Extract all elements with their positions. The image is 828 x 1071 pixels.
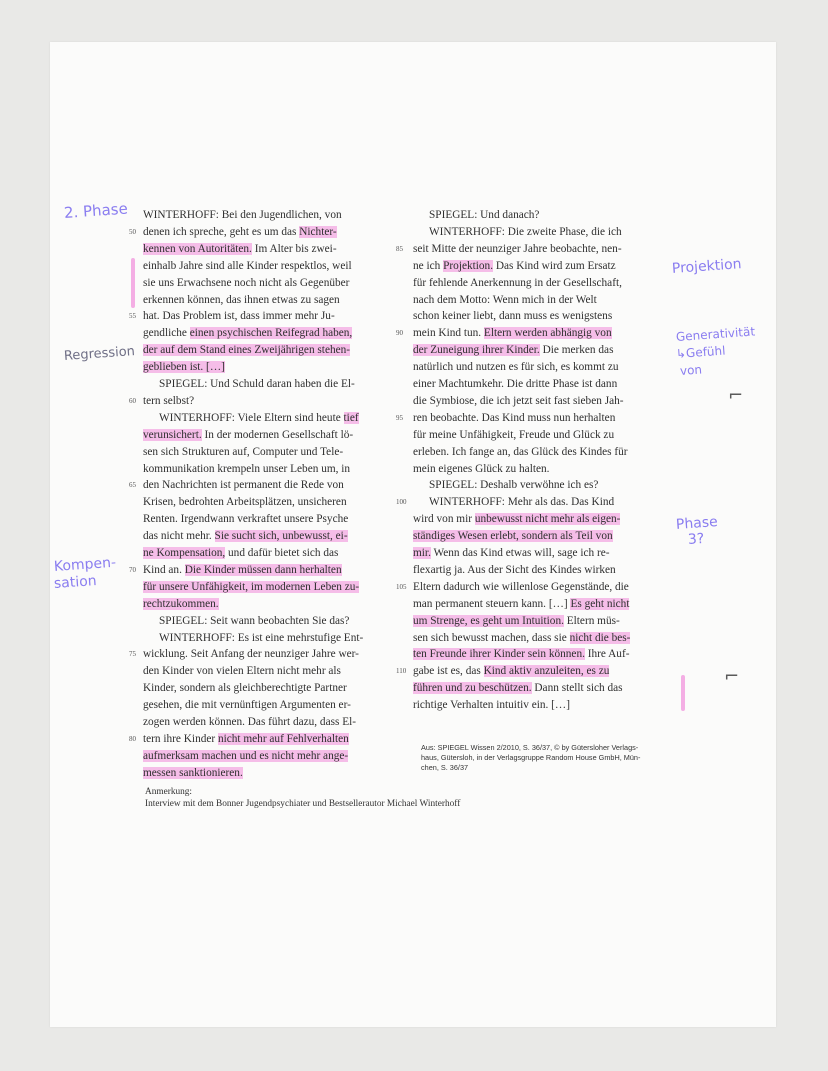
note-generativitaet-3: von: [679, 362, 703, 378]
highlighted-text: mir.: [413, 547, 431, 559]
highlighted-text: nicht die bes-: [569, 631, 631, 644]
text-line: [413, 427, 666, 443]
text-line: [413, 562, 666, 578]
body-text: ne ich: [413, 259, 444, 272]
body-text: tern ihre Kinder: [143, 732, 218, 745]
check-mark-icon: ⌐: [728, 385, 744, 406]
body-text: SPIEGEL: Und danach?: [429, 209, 540, 221]
text-line: [143, 748, 389, 764]
highlighted-text: um Strenge, es geht um Intuition.: [413, 614, 564, 627]
text-line: [143, 258, 389, 274]
line-number: 95: [396, 413, 403, 422]
anmerkung-text: Interview mit dem Bonner Jugendpsychiater und Bestsellerautor Michael Winterhoff: [145, 799, 461, 809]
text-line: [143, 224, 389, 240]
text-line: [143, 680, 389, 696]
text-line: [143, 613, 389, 629]
body-text: WINTERHOFF: Mehr als das. Das Kind: [429, 496, 615, 509]
text-line: [143, 579, 389, 595]
highlighted-text: einen psychischen Reifegrad haben,: [189, 327, 353, 340]
text-line: [413, 680, 666, 696]
text-line: [143, 325, 389, 341]
body-text: richtige Verhalten intuitiv ein. […]: [413, 699, 570, 712]
body-text: Dann stellt sich das: [531, 682, 623, 695]
body-text: kommunikation krempeln unser Leben um, in: [143, 462, 351, 475]
text-line: [413, 613, 666, 629]
source-line: haus, Gütersloh, in der Verlagsgruppe Random House GmbH, Mün-: [421, 753, 641, 762]
highlighted-text: nicht mehr auf Fehlverhalten: [217, 732, 349, 745]
body-text: wicklung. Seit Anfang der neunziger Jahre wer-: [143, 648, 359, 661]
text-line: [143, 444, 389, 460]
body-text: In der modernen Gesellschaft lö-: [201, 428, 354, 441]
body-text: SPIEGEL: Deshalb verwöhne ich es?: [429, 479, 599, 492]
highlighted-text: der Zuneigung ihrer Kinder.: [413, 344, 540, 357]
body-text: den Kinder von vielen Eltern nicht mehr als: [143, 665, 341, 678]
line-number: 55: [129, 312, 136, 321]
text-line: [143, 630, 389, 646]
text-line: [143, 596, 389, 612]
body-text: gendliche: [143, 327, 190, 340]
text-line: [143, 410, 389, 426]
body-text: Die merken das: [539, 344, 614, 357]
line-number: 90: [396, 329, 403, 338]
note-kompensation-1: Kompen-: [53, 554, 117, 575]
body-text: sen sich bewusst machen, dass sie: [413, 631, 570, 644]
body-text: den Nachrichten ist permanent die Rede von: [143, 479, 344, 492]
text-line: [143, 765, 389, 781]
body-text: gabe ist es, das: [413, 665, 484, 678]
text-line: [143, 511, 389, 527]
text-line: [143, 477, 389, 493]
body-text: SPIEGEL: Und Schuld daran haben die El-: [159, 378, 355, 390]
body-text: Eltern dadurch wie willenlose Gegenstände, die: [413, 580, 629, 593]
text-line: [143, 241, 389, 257]
text-line: [413, 663, 666, 679]
text-line: [413, 224, 666, 240]
body-text: tern selbst?: [143, 394, 195, 407]
note-generativitaet-2: ↳Gefühl: [675, 343, 726, 361]
text-line: [413, 528, 666, 544]
body-text: sie uns Erwachsene noch nicht als Gegenüber: [143, 276, 350, 289]
text-line: [413, 325, 666, 341]
line-number: 105: [396, 582, 407, 591]
body-text: man permanent steuern kann. […]: [413, 597, 571, 610]
text-line: [143, 545, 389, 561]
body-text: zogen werden können. Das führt dazu, dass El-: [143, 716, 357, 728]
body-text: denen ich spreche, geht es um das: [143, 225, 300, 238]
body-text: Eltern müs-: [563, 614, 620, 627]
text-line: [143, 461, 389, 477]
highlighted-text: Nichter-: [299, 225, 337, 238]
text-line: [143, 714, 389, 730]
text-line: [413, 359, 666, 375]
body-text: flexartig ja. Aus der Sicht des Kindes wirken: [413, 563, 616, 576]
body-text: Kind an.: [143, 563, 185, 576]
body-text: Kinder, sondern als gleichberechtigte Partner: [143, 682, 347, 695]
source-line: Aus: SPIEGEL Wissen 2/2010, S. 36/37, © by Gütersloher Verlags-: [421, 743, 639, 752]
margin-highlight-bar: [131, 258, 135, 308]
body-text: Wenn das Kind etwas will, sage ich re-: [430, 547, 610, 559]
highlighted-text: Sie sucht sich, unbewusst, ei-: [214, 530, 348, 543]
text-line: [143, 663, 389, 679]
source-line: chen, S. 36/37: [421, 763, 469, 772]
highlighted-text: der auf dem Stand eines Zweijährigen stehen-: [143, 344, 351, 357]
highlighted-text: Kind aktiv anzuleiten, es zu: [483, 665, 610, 678]
text-line: [143, 731, 389, 747]
text-line: [413, 477, 666, 493]
body-text: WINTERHOFF: Es ist eine mehrstufige Ent-: [159, 631, 364, 644]
body-text: natürlich und nutzen es für sich, es kommt zu: [413, 361, 619, 374]
line-number: 110: [396, 667, 407, 676]
text-line: [413, 410, 666, 426]
line-number: 100: [396, 498, 407, 507]
highlighted-text: verunsichert.: [143, 428, 202, 441]
text-line: [413, 646, 666, 662]
highlighted-text: kennen von Autoritäten.: [143, 242, 252, 255]
text-line: [143, 646, 389, 662]
highlighted-text: unbewusst nicht mehr als eigen-: [474, 513, 621, 526]
body-text: WINTERHOFF: Bei den Jugendlichen, von: [143, 209, 342, 221]
note-kompensation-2: sation: [53, 573, 98, 592]
line-number: 60: [129, 396, 136, 405]
note-projektion: Projektion: [671, 256, 743, 277]
note-phase-3-2: 3?: [687, 530, 705, 548]
text-line: [413, 342, 666, 358]
highlighted-text: ne Kompensation,: [143, 547, 226, 559]
body-text: die Symbiose, die ich jetzt seit fast sieben Jah-: [413, 394, 624, 407]
body-text: WINTERHOFF: Viele Eltern sind heute: [159, 411, 344, 424]
highlighted-text: Die Kinder müssen dann herhalten: [184, 563, 342, 576]
text-line: [143, 494, 389, 510]
body-text: einhalb Jahre sind alle Kinder respektlos, weil: [143, 259, 352, 272]
text-line: [143, 393, 389, 409]
body-text: schon keiner liebt, dann muss es wenigstens: [413, 310, 613, 323]
highlighted-text: ständiges Wesen erlebt, sondern als Teil von: [413, 530, 613, 543]
text-line: [143, 207, 389, 223]
body-text: hat. Das Problem ist, dass immer mehr Ju-: [143, 310, 335, 323]
text-line: [143, 528, 389, 544]
note-phase: 2. Phase: [63, 199, 129, 222]
source-citation: [421, 743, 640, 773]
body-text: erkennen können, das ihnen etwas zu sagen: [143, 293, 340, 306]
text-line: [413, 393, 666, 409]
body-text: Das Kind wird zum Ersatz: [493, 259, 616, 272]
text-line: [413, 511, 666, 527]
body-text: für meine Unfähigkeit, Freude und Glück zu: [413, 428, 615, 441]
body-text: erleben. Ich fange an, das Glück des Kindes für: [413, 445, 628, 458]
body-text: gesehen, die mit vernünftigen Argumenten er-: [143, 699, 351, 712]
text-line: [413, 241, 666, 257]
highlighted-text: Es geht nicht: [570, 597, 630, 610]
highlighted-text: ten Freunde ihrer Kinder sein können.: [413, 648, 585, 661]
text-line: [413, 596, 666, 612]
body-text: das nicht mehr.: [143, 530, 215, 543]
highlighted-text: messen sanktionieren.: [143, 766, 243, 779]
note-generativitaet-1: Generativität: [675, 324, 756, 344]
text-line: [143, 359, 389, 375]
body-text: nach dem Motto: Wenn mich in der Welt: [413, 293, 597, 306]
body-text: ren beobachte. Das Kind muss nun herhalten: [413, 411, 616, 424]
body-text: Krisen, bedrohten Arbeitsplätzen, unsicheren: [143, 496, 347, 509]
text-line: [143, 292, 389, 308]
highlighted-text: aufmerksam machen und es nicht mehr ange-: [143, 749, 349, 762]
margin-highlight-bar: [681, 675, 685, 711]
body-text: mein Kind tun.: [413, 327, 484, 340]
body-text: Renten. Irgendwann verkraftet unsere Psyche: [143, 513, 349, 526]
text-line: [143, 342, 389, 358]
text-line: [413, 292, 666, 308]
text-line: [143, 427, 389, 443]
line-number: 85: [396, 244, 403, 253]
line-number: 75: [129, 650, 136, 659]
text-line: [143, 562, 389, 578]
body-text: Im Alter bis zwei-: [251, 242, 337, 255]
text-line: [413, 207, 666, 223]
line-number: 50: [129, 227, 136, 236]
note-phase-3-1: Phase: [675, 514, 719, 533]
text-line: [143, 308, 389, 324]
text-line: [143, 376, 389, 392]
body-text: für fehlende Anerkennung in der Gesellschaft,: [413, 276, 622, 289]
anmerkung-label: Anmerkung:: [145, 787, 192, 797]
text-line: [413, 376, 666, 392]
text-line: [143, 697, 389, 713]
highlighted-text: rechtzukommen.: [143, 597, 219, 610]
text-line: [413, 494, 666, 510]
body-text: einer Machtumkehr. Die dritte Phase ist dann: [413, 378, 618, 390]
text-line: [413, 275, 666, 291]
body-text: SPIEGEL: Seit wann beobachten Sie das?: [159, 614, 350, 627]
highlighted-text: für unsere Unfähigkeit, im modernen Leben zu-: [143, 580, 360, 593]
text-line: [413, 545, 666, 561]
body-text: WINTERHOFF: Die zweite Phase, die ich: [429, 225, 622, 238]
line-number: 65: [129, 481, 136, 490]
text-line: [143, 275, 389, 291]
body-text: Ihre Auf-: [584, 648, 630, 661]
highlighted-text: führen und zu beschützen.: [413, 682, 532, 695]
text-line: [413, 461, 666, 477]
body-text: sen sich Strukturen auf, Computer und Tele-: [143, 445, 344, 458]
check-mark-icon: ⌐: [724, 666, 740, 687]
highlighted-text: Projektion.: [443, 259, 494, 272]
note-regression: Regression: [63, 344, 136, 364]
line-number: 70: [129, 565, 136, 574]
text-line: [413, 444, 666, 460]
body-text: seit Mitte der neunziger Jahre beobachte, nen-: [413, 242, 622, 255]
text-line: [413, 308, 666, 324]
highlighted-text: geblieben ist. […]: [143, 361, 225, 374]
highlighted-text: Eltern werden abhängig von: [483, 327, 612, 340]
text-line: [413, 579, 666, 595]
highlighted-text: tief: [343, 411, 359, 424]
line-number: 80: [129, 734, 136, 743]
text-line: [413, 630, 666, 646]
body-text: und dafür bietet sich das: [225, 547, 339, 559]
text-line: [413, 697, 666, 713]
text-line: [413, 258, 666, 274]
body-text: mein eigenes Glück zu halten.: [413, 462, 550, 475]
body-text: wird von mir: [413, 513, 475, 526]
